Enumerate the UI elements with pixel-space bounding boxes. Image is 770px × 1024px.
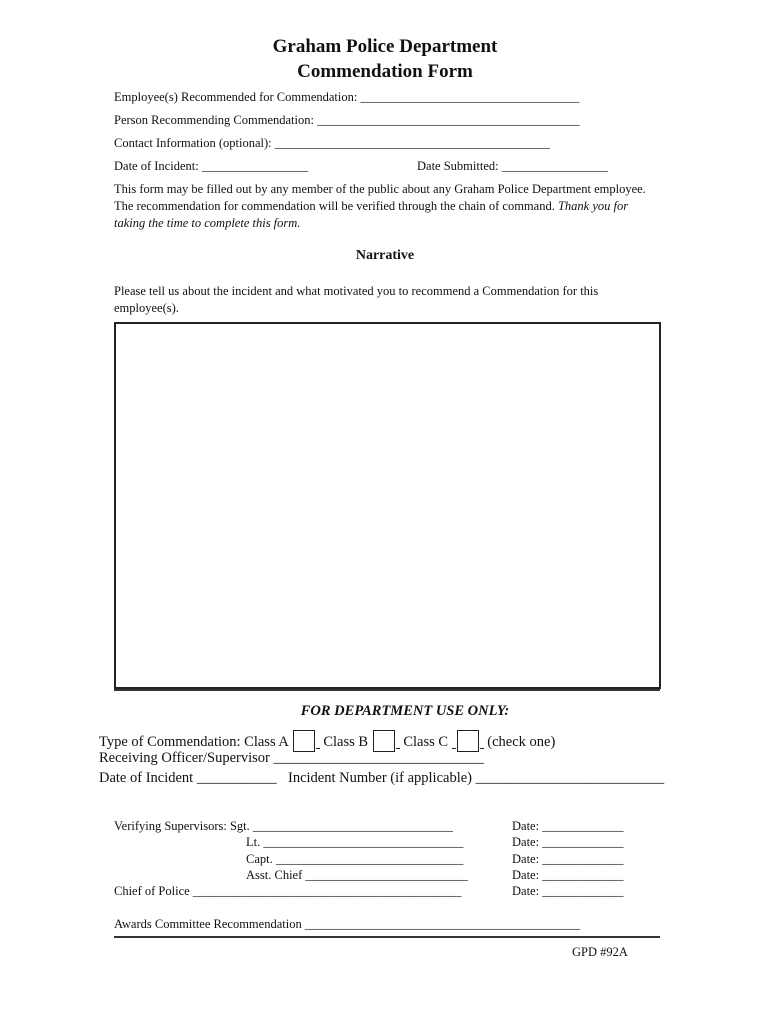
verification-date-field[interactable]: Date: _____________	[512, 835, 624, 849]
dept-date-of-incident-field[interactable]: Date of Incident ___________	[99, 770, 277, 786]
class-a-checkbox[interactable]	[293, 730, 315, 752]
class-b-checkbox[interactable]	[373, 730, 395, 752]
verification-date-field[interactable]: Date: _____________	[512, 852, 624, 866]
intro-paragraph	[114, 181, 659, 232]
commendation-type-row	[99, 730, 555, 752]
narrative-textbox[interactable]	[114, 322, 661, 689]
verifying-sgt-field[interactable]: Verifying Supervisors: Sgt. ________________________________	[114, 819, 453, 833]
verification-date-field[interactable]: Date: _____________	[512, 819, 624, 833]
verifying-asst-chief-field[interactable]: Asst. Chief __________________________	[246, 868, 468, 882]
narrative-heading: Narrative	[355, 248, 415, 263]
class-c-label: Class C	[403, 734, 449, 750]
type-label: Type of Commendation: Class A	[99, 734, 289, 750]
intro-text: This form may be filled out by any member of the public about any Graham Police Department employee. The recommendation for commendation will be verified through the chain of command.	[114, 182, 646, 213]
form-number: GPD #92A	[572, 945, 628, 959]
bottom-divider	[114, 936, 660, 938]
person-recommending-field[interactable]: Person Recommending Commendation: __________________________________________	[114, 113, 580, 127]
incident-number-field[interactable]: Incident Number (if applicable) __________________________	[288, 770, 665, 786]
date-of-incident-field[interactable]: Date of Incident: _________________	[114, 159, 309, 173]
verification-date-field[interactable]: Date: _____________	[512, 868, 624, 882]
employees-recommended-field[interactable]: Employee(s) Recommended for Commendation: ___________________________________	[114, 90, 580, 104]
receiving-officer-field[interactable]: Receiving Officer/Supervisor _____________________________	[99, 750, 484, 766]
verification-date-field[interactable]: Date: _____________	[512, 884, 624, 898]
class-c-checkbox[interactable]	[457, 730, 479, 752]
intro-thanks: Thank you for taking the time to complete this form.	[114, 199, 629, 230]
class-b-label: Class B	[323, 734, 369, 750]
awards-committee-field[interactable]: Awards Committee Recommendation ____________________________________________	[114, 917, 580, 931]
contact-information-field[interactable]: Contact Information (optional): ____________________________________________	[114, 136, 550, 150]
verifying-lt-field[interactable]: Lt. ________________________________	[246, 835, 464, 849]
narrative-prompt: Please tell us about the incident and what motivated you to recommend a Commendation for this employee(s).	[114, 284, 599, 315]
date-submitted-field[interactable]: Date Submitted: _________________	[417, 159, 608, 173]
verifying-capt-field[interactable]: Capt. ______________________________	[246, 852, 464, 866]
chief-of-police-field[interactable]: Chief of Police ___________________________________________	[114, 884, 462, 898]
department-use-heading: FOR DEPARTMENT USE ONLY:	[300, 703, 510, 719]
form-title: Commendation Form	[297, 61, 473, 82]
department-title: Graham Police Department	[272, 36, 498, 57]
check-one-label: (check one)	[487, 734, 556, 750]
section-divider	[114, 689, 660, 691]
